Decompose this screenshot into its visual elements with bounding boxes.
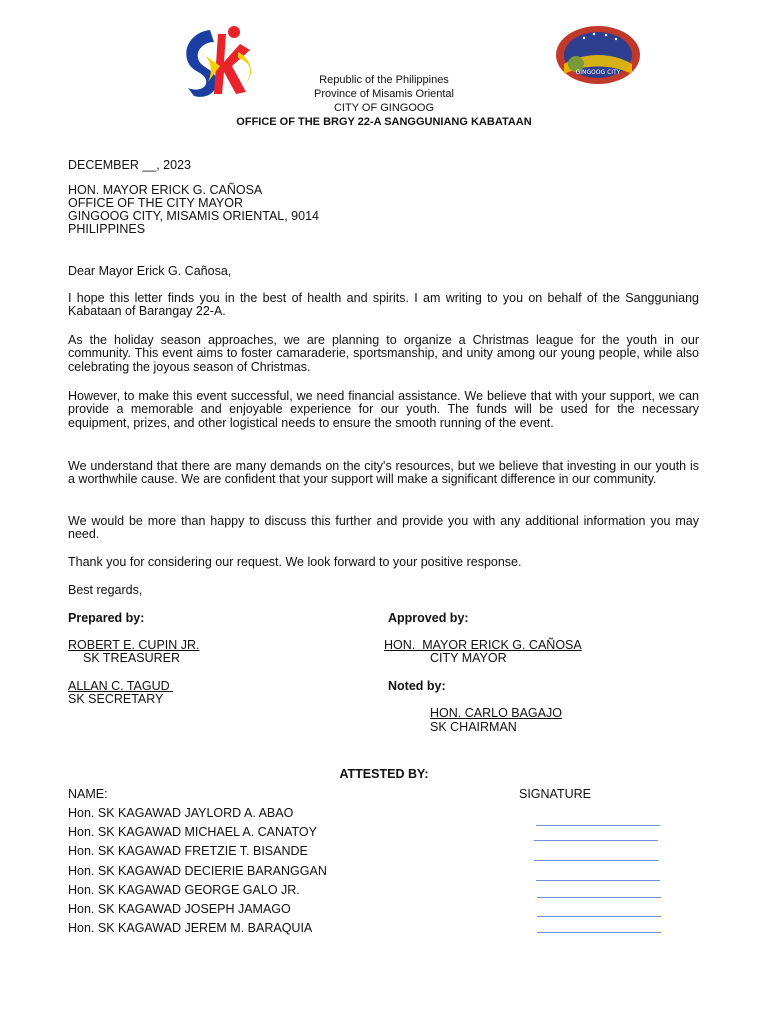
paragraph-2: As the holiday season approaches, we are planning to organize a Christmas league for the youth in our community. This event aims to foster camaraderie, sportsmanship, and unity among our young people, while also celebrating the joyous season of Christmas. (68, 333, 699, 374)
paragraph-4: We understand that there are many demands on the city's resources, but we believe that investing in our youth is a worthwhile cause. We are confident that your support will make a significant difference in our community. (68, 459, 699, 487)
letter-date: DECEMBER __, 2023 (68, 158, 191, 172)
paragraph-3: However, to make this event successful, we need financial assistance. We believe that with your support, we can provide a memorable and enjoyable experience for our youth. The funds will be used for the necessary equipment, prizes, and other logistical needs to ensure the smooth running of the event. (68, 389, 699, 430)
signature-line (537, 897, 661, 898)
signature-line (536, 880, 660, 881)
member-name: Hon. SK KAGAWAD DECIERIE BARANGGAN (68, 864, 327, 878)
name-header: NAME: (68, 787, 108, 801)
letterhead (0, 73, 768, 129)
header-office: OFFICE OF THE BRGY 22-A SANGGUNIANG KABATAAN (236, 116, 532, 128)
secretary-name: ALLAN C. TAGUD (68, 679, 174, 693)
signature-line (534, 860, 659, 861)
secretary-title: SK SECRETARY (68, 692, 164, 706)
closing: Best regards, (68, 583, 143, 597)
recipient-country: PHILIPPINES (68, 222, 146, 236)
member-name: Hon. SK KAGAWAD GEORGE GALO JR. (68, 883, 300, 897)
mayor-title: CITY MAYOR (430, 651, 507, 665)
header-republic: Republic of the Philippines (319, 74, 449, 86)
salutation: Dear Mayor Erick G. Cañosa, (68, 264, 232, 278)
member-name: Hon. SK KAGAWAD JAYLORD A. ABAO (68, 806, 294, 820)
attested-label: ATTESTED BY: (339, 767, 429, 781)
approved-label: Approved by: (388, 611, 469, 625)
recipient-name: HON. MAYOR ERICK G. CAÑOSA (68, 183, 263, 197)
paragraph-1: I hope this letter finds you in the best of health and spirits. I am writing to you on behalf of the Sangguniang Kabataan of Barangay 22-A. (68, 291, 699, 319)
noted-label: Noted by: (388, 679, 446, 693)
member-name: Hon. SK KAGAWAD FRETZIE T. BISANDE (68, 844, 308, 858)
treasurer-name: ROBERT E. CUPIN JR. (68, 638, 200, 652)
signature-line (536, 825, 660, 826)
signature-header: SIGNATURE (519, 787, 591, 801)
signature-line (537, 932, 661, 933)
header-city: CITY OF GINGOOG (333, 102, 435, 114)
mayor-name: HON. MAYOR ERICK G. CAÑOSA (384, 638, 582, 652)
prepared-label: Prepared by: (68, 611, 145, 625)
signature-line (534, 840, 658, 841)
recipient-office: OFFICE OF THE CITY MAYOR (68, 196, 244, 210)
treasurer-title: SK TREASURER (83, 651, 181, 665)
paragraph-6: Thank you for considering our request. We look forward to your positive response. (68, 555, 522, 569)
header-province: Province of Misamis Oriental (314, 88, 454, 100)
signature-line (537, 916, 661, 917)
recipient-address: GINGOOG CITY, MISAMIS ORIENTAL, 9014 (68, 209, 319, 223)
paragraph-5: We would be more than happy to discuss this further and provide you with any additional information you may need. (68, 514, 699, 542)
svg-text:GINGOOG CITY: GINGOOG CITY (575, 69, 621, 76)
member-name: Hon. SK KAGAWAD JOSEPH JAMAGO (68, 902, 291, 916)
chairman-title: SK CHAIRMAN (430, 720, 517, 734)
chairman-name: HON. CARLO BAGAJO (430, 706, 562, 720)
member-name: Hon. SK KAGAWAD MICHAEL A. CANATOY (68, 825, 317, 839)
member-name: Hon. SK KAGAWAD JEREM M. BARAQUIA (68, 921, 313, 935)
